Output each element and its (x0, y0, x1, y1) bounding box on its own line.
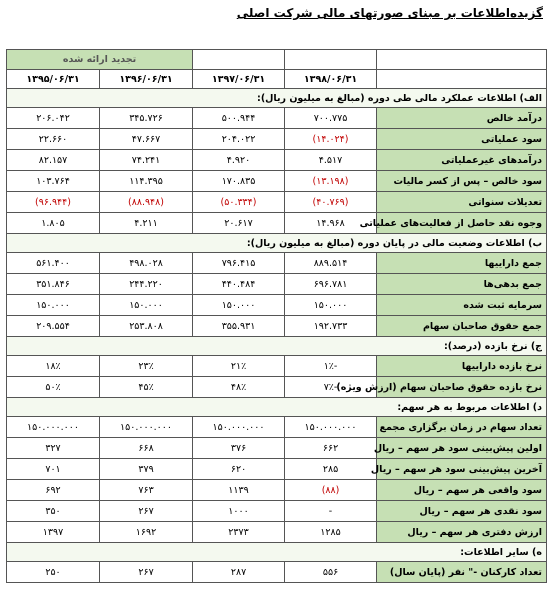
row-value: ۴۵٪ (100, 377, 193, 398)
row-value: (۵۰.۳۳۴) (193, 192, 285, 213)
row-value: ۲۶۷ (100, 501, 193, 522)
row-label: درآمدهای غیرعملیاتی (377, 150, 547, 171)
row-value: ۱۰۳.۷۶۴ (7, 171, 100, 192)
row-value: ۱۵۰.۰۰۰.۰۰۰ (285, 417, 377, 438)
row-label: سرمایه ثبت شده (377, 295, 547, 316)
row-value: ۳۲۷ (7, 438, 100, 459)
row-value: -۱٪ (285, 356, 377, 377)
row-value: ۳۴۵.۷۲۶ (100, 108, 193, 129)
financial-summary-table (6, 49, 547, 583)
section-title: ب) اطلاعات وضعیت مالی در پایان دوره (مبالغ به میلیون ریال): (7, 234, 547, 253)
section-title: ه) سایر اطلاعات: (7, 543, 547, 562)
row-value: ۶۶۸ (100, 438, 193, 459)
row-value: ۶۹۶.۷۸۱ (285, 274, 377, 295)
row-label: ارزش دفتری هر سهم – ریال (377, 522, 547, 543)
row-value: ۳۷۹ (100, 459, 193, 480)
row-label: وجوه نقد حاصل از فعالیت‌های عملیاتی (377, 213, 547, 234)
row-value: ۱۱۴.۳۹۵ (100, 171, 193, 192)
year-header: ۱۳۹۶/۰۶/۳۱ (100, 70, 193, 89)
table-row (7, 480, 547, 501)
row-value: ۱۵۰.۰۰۰ (285, 295, 377, 316)
restated-spacer (285, 50, 377, 70)
row-value: ۶۲۰ (193, 459, 285, 480)
table-row (7, 171, 547, 192)
row-label: تعداد کارکنان -" نفر (پایان سال) (377, 562, 547, 583)
row-value: ۱۸٪ (7, 356, 100, 377)
table-row (7, 501, 547, 522)
row-value: -۷٪ (285, 377, 377, 398)
section-header-row (7, 543, 547, 562)
row-value: ۱۹۲.۷۳۳ (285, 316, 377, 337)
row-value: ۸۲.۱۵۷ (7, 150, 100, 171)
table-row (7, 562, 547, 583)
row-label: نرخ بازده داراییها (377, 356, 547, 377)
row-value: (۸۸) (285, 480, 377, 501)
row-value: ۱۰۰۰ (193, 501, 285, 522)
year-header: ۱۳۹۸/۰۶/۳۱ (285, 70, 377, 89)
row-label: سود خالص – پس از کسر مالیات (377, 171, 547, 192)
row-value: (۱۴.۰۲۴) (285, 129, 377, 150)
row-value: ۴۷.۶۶۷ (100, 129, 193, 150)
row-value: ۵۰٪ (7, 377, 100, 398)
row-value: ۳۵۱.۸۴۶ (7, 274, 100, 295)
row-label: اولین پیش‌بینی سود هر سهم – ریال (377, 438, 547, 459)
row-value: ۷۹۶.۴۱۵ (193, 253, 285, 274)
row-value: ۱۱۳۹ (193, 480, 285, 501)
row-label: نرخ بازده حقوق صاحبان سهام (ارزش ویژه) (377, 377, 547, 398)
row-value: ۴.۲۱۱ (100, 213, 193, 234)
row-value: ۳۵۵.۹۳۱ (193, 316, 285, 337)
row-value: ۱۵۰.۰۰۰.۰۰۰ (7, 417, 100, 438)
row-value: ۲۰.۶۱۷ (193, 213, 285, 234)
row-value: ۱۵۰.۰۰۰ (7, 295, 100, 316)
row-value: ۵۵۶ (285, 562, 377, 583)
section-title: الف) اطلاعات عملکرد مالی طی دوره (مبالغ به میلیون ریال): (7, 89, 547, 108)
row-value: ۷۶۳ (100, 480, 193, 501)
row-value: ۵۰۰.۹۴۴ (193, 108, 285, 129)
row-value: ۱۳۹۷ (7, 522, 100, 543)
table-row (7, 459, 547, 480)
table-row (7, 438, 547, 459)
row-label: آخرین پیش‌بینی سود هر سهم – ریال (377, 459, 547, 480)
row-value: ۴.۹۲۰ (193, 150, 285, 171)
table-row (7, 108, 547, 129)
row-value: (۹۶.۹۴۴) (7, 192, 100, 213)
row-value: ۲۵۰ (7, 562, 100, 583)
table-row (7, 356, 547, 377)
row-value: ۴.۵۱۷ (285, 150, 377, 171)
row-label: سود واقعی هر سهم – ریال (377, 480, 547, 501)
year-header-row (7, 70, 547, 89)
row-value: ۴۸٪ (193, 377, 285, 398)
row-value: ۴۴۰.۴۸۴ (193, 274, 285, 295)
table-row (7, 274, 547, 295)
row-value: (۸۸.۹۴۸) (100, 192, 193, 213)
page-title: گزیده‌اطلاعات بر مبنای صورتهای مالی شرکت اصلی (236, 6, 543, 20)
row-value: ۲۰۶.۰۴۲ (7, 108, 100, 129)
row-value: ۳۵۰ (7, 501, 100, 522)
row-value: (۱۳.۱۹۸) (285, 171, 377, 192)
row-value: ۱.۸۰۵ (7, 213, 100, 234)
row-value: ۱۲۸۵ (285, 522, 377, 543)
table-row (7, 150, 547, 171)
row-value: ۲۸۵ (285, 459, 377, 480)
row-label: تعداد سهام در زمان برگزاری مجمع (377, 417, 547, 438)
row-value: ۱۴.۹۶۸ (285, 213, 377, 234)
row-value: ۲۰۹.۵۵۴ (7, 316, 100, 337)
row-value: ۷۰۱ (7, 459, 100, 480)
table-row (7, 192, 547, 213)
row-value: ۷۰۰.۷۷۵ (285, 108, 377, 129)
row-value: ۵۶۱.۴۰۰ (7, 253, 100, 274)
row-value: ۷۴.۲۴۱ (100, 150, 193, 171)
row-value: ۲۱٪ (193, 356, 285, 377)
row-value: ۱۵۰.۰۰۰ (100, 295, 193, 316)
table-row (7, 316, 547, 337)
row-label: سود عملیاتی (377, 129, 547, 150)
row-value: (۴۰.۷۶۹) (285, 192, 377, 213)
row-value: ۲۸۷ (193, 562, 285, 583)
row-label: جمع بدهی‌ها (377, 274, 547, 295)
row-value: ۳۷۶ (193, 438, 285, 459)
row-value: ۱۶۹۲ (100, 522, 193, 543)
row-value: ۱۵۰.۰۰۰.۰۰۰ (193, 417, 285, 438)
table-row (7, 295, 547, 316)
restated-label: تجدید ارائه شده (7, 50, 193, 70)
row-value: ۲۴۴.۲۲۰ (100, 274, 193, 295)
row-value: ۴۹۸.۰۲۸ (100, 253, 193, 274)
year-header: ۱۳۹۵/۰۶/۳۱ (7, 70, 100, 89)
section-header-row (7, 337, 547, 356)
table-row (7, 377, 547, 398)
table-row (7, 129, 547, 150)
row-value: ۸۸۹.۵۱۴ (285, 253, 377, 274)
row-value: ۱۵۰.۰۰۰.۰۰۰ (100, 417, 193, 438)
restated-spacer (193, 50, 285, 70)
row-value: ۲۶۷ (100, 562, 193, 583)
row-value: ۲۲.۶۶۰ (7, 129, 100, 150)
header-spacer (377, 70, 547, 89)
row-value: ۶۶۲ (285, 438, 377, 459)
row-value: ۲۳٪ (100, 356, 193, 377)
row-value: ۶۹۲ (7, 480, 100, 501)
restated-spacer (377, 50, 547, 70)
section-title: د) اطلاعات مربوط به هر سهم: (7, 398, 547, 417)
row-label: سود نقدی هر سهم – ریال (377, 501, 547, 522)
table-row (7, 417, 547, 438)
section-header-row (7, 398, 547, 417)
section-header-row (7, 234, 547, 253)
row-label: جمع داراییها (377, 253, 547, 274)
table-row (7, 213, 547, 234)
row-value: ۲۳۷۳ (193, 522, 285, 543)
restated-row (7, 50, 547, 70)
section-title: ج) نرخ بازده (درصد): (7, 337, 547, 356)
row-value: ۲۰۴.۰۲۲ (193, 129, 285, 150)
table-row (7, 522, 547, 543)
row-value: - (285, 501, 377, 522)
row-label: تعدیلات سنواتی (377, 192, 547, 213)
table-row (7, 253, 547, 274)
row-label: جمع حقوق صاحبان سهام (377, 316, 547, 337)
row-value: ۱۷۰.۸۳۵ (193, 171, 285, 192)
section-header-row (7, 89, 547, 108)
year-header: ۱۳۹۷/۰۶/۳۱ (193, 70, 285, 89)
row-label: درآمد خالص (377, 108, 547, 129)
row-value: ۱۵۰.۰۰۰ (193, 295, 285, 316)
row-value: ۲۵۳.۸۰۸ (100, 316, 193, 337)
